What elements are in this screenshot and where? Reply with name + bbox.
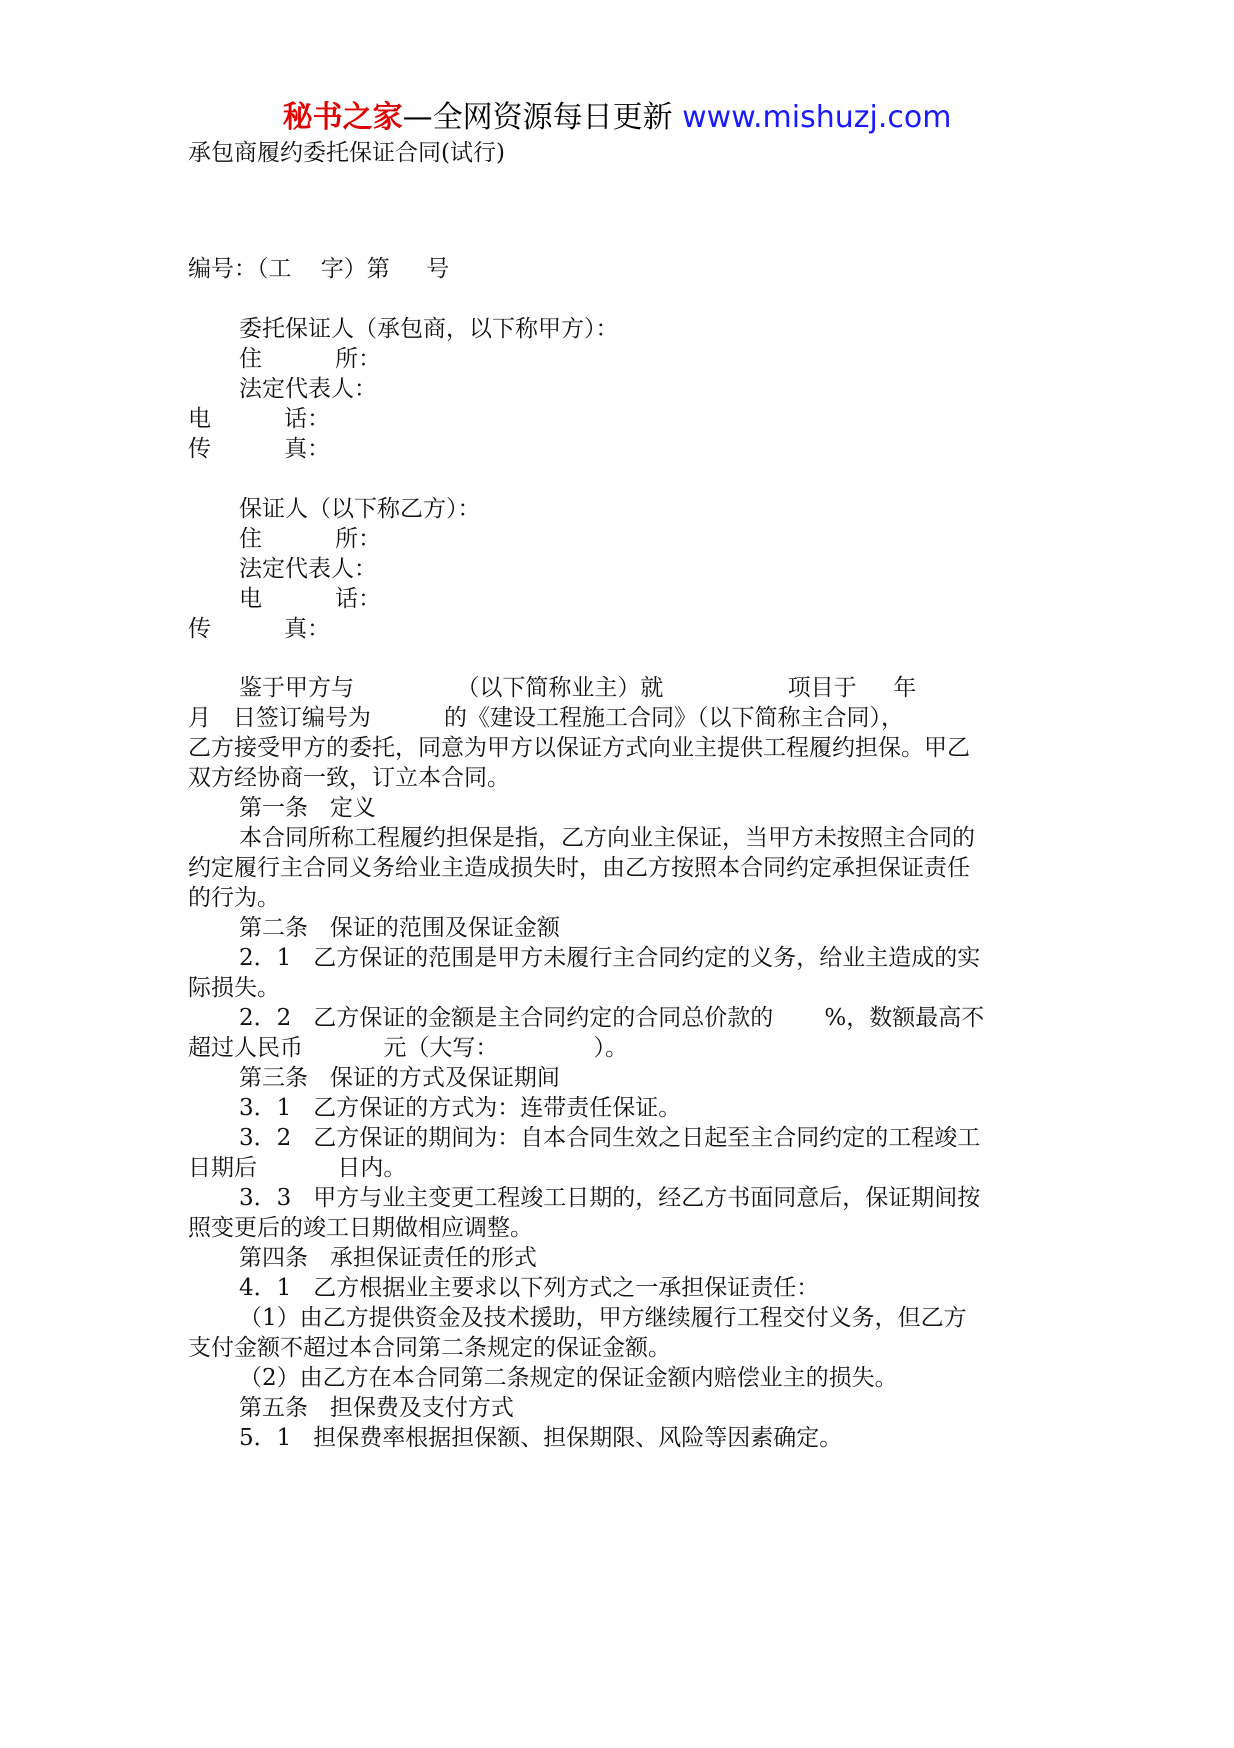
body-line: 月 日签订编号为 的《建设工程施工合同》（以下简称主合同）， <box>188 705 905 731</box>
body-line: 照变更后的竣工日期做相应调整。 <box>188 1215 533 1241</box>
body-line: 双方经协商一致，订立本合同。 <box>188 765 510 791</box>
banner-slogan: —全网资源每日更新 <box>402 100 683 135</box>
body-line: 乙方接受甲方的委托，同意为甲方以保证方式向业主提供工程履约担保。甲乙 <box>188 735 970 761</box>
party-a-phone: 电 话： <box>188 406 331 432</box>
clause-line: 3．2 乙方保证的期间为：自本合同生效之日起至主合同约定的工程竣工 <box>239 1125 981 1151</box>
body-line: 超过人民币 元（大写： ）。 <box>188 1035 628 1061</box>
clause-line: 3．3 甲方与业主变更工程竣工日期的，经乙方书面同意后，保证期间按 <box>239 1185 981 1211</box>
body-line: 的行为。 <box>188 885 280 911</box>
party-b-heading: 保证人（以下称乙方）： <box>239 496 481 522</box>
party-a-legal-rep: 法定代表人： <box>239 376 377 402</box>
clause-line: 5．1 担保费率根据担保额、担保期限、风险等因素确定。 <box>239 1425 843 1451</box>
body-line: 际损失。 <box>188 975 280 1001</box>
contract-number: 编号：（工 字）第 号 <box>188 256 450 282</box>
article-heading: 第二条 保证的范围及保证金额 <box>239 915 560 941</box>
clause-line: 3．1 乙方保证的方式为：连带责任保证。 <box>239 1095 682 1121</box>
clause-line: （2）由乙方在本合同第二条规定的保证金额内赔偿业主的损失。 <box>239 1365 898 1391</box>
banner-url-link[interactable]: www.mishuzj.com <box>682 100 952 135</box>
body-line: 本合同所称工程履约担保是指，乙方向业主保证，当甲方未按照主合同的 <box>239 825 975 851</box>
body-line: 支付金额不超过本合同第二条规定的保证金额。 <box>188 1335 671 1361</box>
article-heading: 第三条 保证的方式及保证期间 <box>239 1065 560 1091</box>
banner-brand: 秘书之家 <box>282 100 403 135</box>
party-a-fax: 传 真： <box>188 436 331 462</box>
body-line: 日期后 日内。 <box>188 1155 407 1181</box>
party-a-heading: 委托保证人（承包商，以下称甲方）： <box>239 316 619 342</box>
party-b-legal-rep: 法定代表人： <box>239 556 377 582</box>
party-a-address: 住 所： <box>239 346 382 372</box>
clause-line: 2．1 乙方保证的范围是甲方未履行主合同约定的义务，给业主造成的实 <box>239 945 981 971</box>
article-heading: 第四条 承担保证责任的形式 <box>239 1245 537 1271</box>
clause-line: 2．2 乙方保证的金额是主合同约定的合同总价款的 %，数额最高不 <box>239 1005 985 1031</box>
body-line: 约定履行主合同义务给业主造成损失时，由乙方按照本合同约定承担保证责任 <box>188 855 970 881</box>
body-line: 鉴于甲方与 （以下简称业主）就 项目于 年 <box>239 675 917 701</box>
party-b-fax: 传 真： <box>188 616 331 642</box>
document-title: 承包商履约委托保证合同(试行) <box>188 140 505 166</box>
article-heading: 第一条 定义 <box>239 795 376 821</box>
site-banner <box>0 98 1234 138</box>
clause-line: 4．1 乙方根据业主要求以下列方式之一承担保证责任： <box>239 1275 820 1301</box>
clause-line: （1）由乙方提供资金及技术援助，甲方继续履行工程交付义务，但乙方 <box>239 1305 967 1331</box>
article-heading: 第五条 担保费及支付方式 <box>239 1395 514 1421</box>
party-b-phone: 电 话： <box>239 586 382 612</box>
party-b-address: 住 所： <box>239 526 382 552</box>
